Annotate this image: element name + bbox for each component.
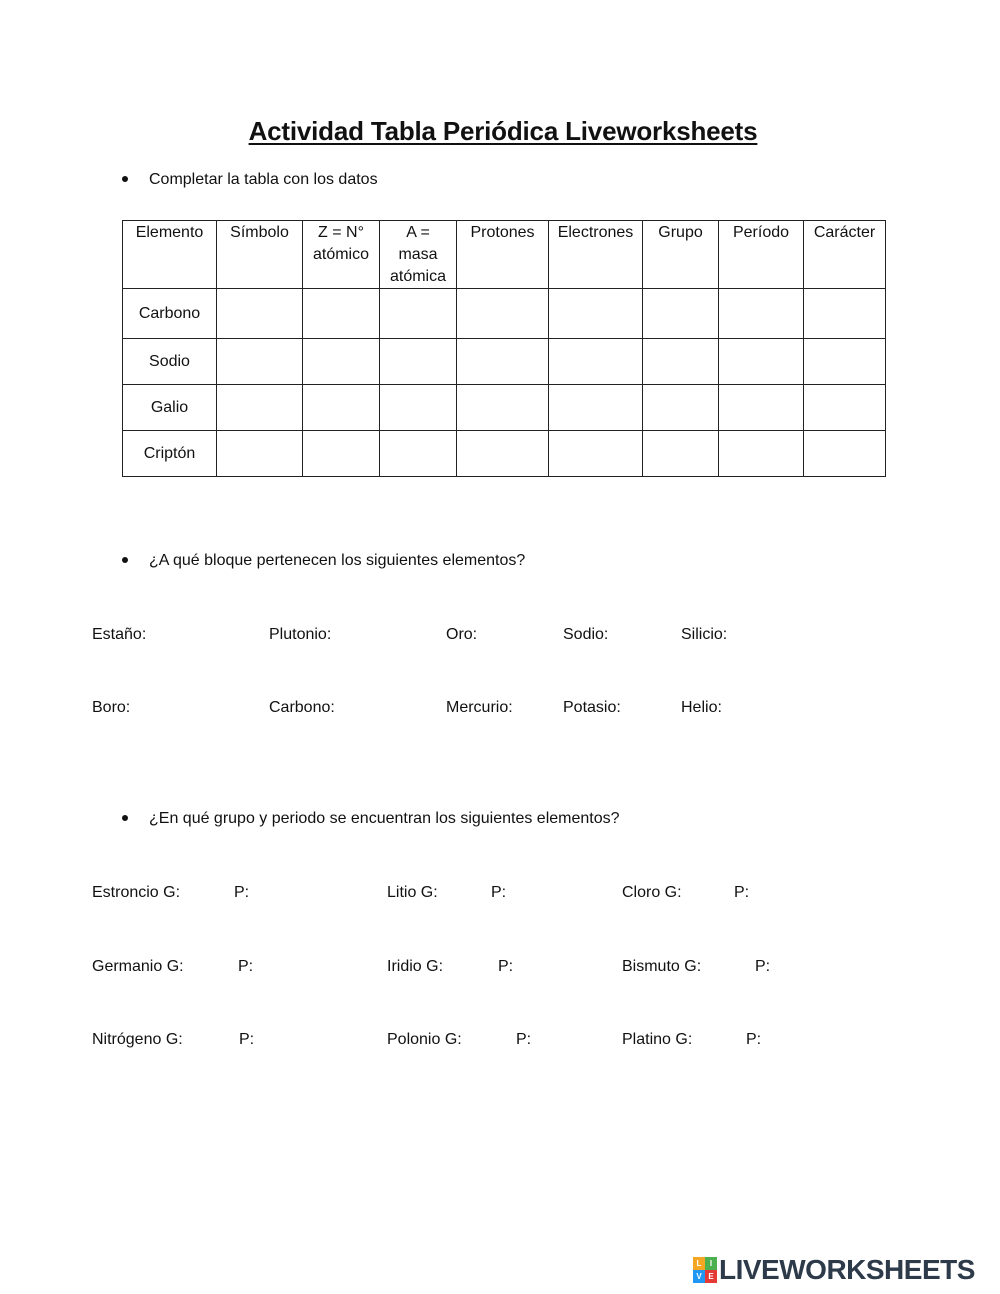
periodic-data-table (122, 220, 886, 477)
answer-cell[interactable] (457, 385, 549, 431)
row-element-label: Galio (123, 385, 217, 431)
instruction-text: ¿A qué bloque pertenecen los siguientes elementos? (149, 552, 526, 569)
instruction-group-period (122, 810, 620, 828)
instruction-text: ¿En qué grupo y periodo se encuentran los siguientes elementos? (149, 810, 620, 827)
period-label-polonio[interactable]: P: (516, 1031, 532, 1048)
period-label-estroncio[interactable]: P: (234, 884, 250, 901)
period-label-platino[interactable]: P: (746, 1031, 762, 1048)
block-label-oro[interactable]: Oro: (446, 626, 478, 643)
answer-cell[interactable] (457, 431, 549, 477)
period-label-cloro[interactable]: P: (734, 884, 750, 901)
answer-cell[interactable] (549, 289, 643, 339)
answer-cell[interactable] (380, 289, 457, 339)
block-label-sodio[interactable]: Sodio: (563, 626, 609, 643)
period-label-nitrogeno[interactable]: P: (239, 1031, 255, 1048)
block-label-boro[interactable]: Boro: (92, 699, 131, 716)
answer-cell[interactable] (719, 431, 804, 477)
answer-cell[interactable] (303, 289, 380, 339)
answer-cell[interactable] (380, 431, 457, 477)
bullet-icon (122, 176, 128, 182)
period-label-bismuto[interactable]: P: (755, 958, 771, 975)
page-title: Actividad Tabla Periódica Liveworksheets (248, 116, 758, 146)
header-periodo: Período (719, 221, 804, 289)
period-label-germanio[interactable]: P: (238, 958, 254, 975)
bullet-icon (122, 557, 128, 563)
group-label-nitrogeno[interactable]: Nitrógeno G: (92, 1031, 183, 1048)
answer-cell[interactable] (217, 339, 303, 385)
instruction-blocks (122, 552, 525, 570)
row-element-label: Criptón (123, 431, 217, 477)
answer-cell[interactable] (804, 339, 886, 385)
answer-cell[interactable] (804, 431, 886, 477)
header-simbolo: Símbolo (217, 221, 303, 289)
answer-cell[interactable] (549, 385, 643, 431)
group-label-litio[interactable]: Litio G: (387, 884, 438, 901)
header-grupo: Grupo (643, 221, 719, 289)
logo-letter: V (693, 1270, 705, 1283)
logo-letter: I (705, 1257, 717, 1270)
answer-cell[interactable] (643, 431, 719, 477)
table-row (123, 385, 886, 431)
block-label-mercurio[interactable]: Mercurio: (446, 699, 513, 716)
block-label-plutonio[interactable]: Plutonio: (269, 626, 332, 643)
table-row (123, 339, 886, 385)
group-label-cloro[interactable]: Cloro G: (622, 884, 682, 901)
instruction-text: Completar la tabla con los datos (149, 171, 378, 188)
block-label-potasio[interactable]: Potasio: (563, 699, 621, 716)
answer-cell[interactable] (380, 385, 457, 431)
answer-cell[interactable] (719, 385, 804, 431)
answer-cell[interactable] (804, 385, 886, 431)
liveworksheets-logo[interactable] (693, 1256, 975, 1284)
logo-letter: E (705, 1270, 717, 1283)
row-element-label: Sodio (123, 339, 217, 385)
answer-cell[interactable] (549, 431, 643, 477)
header-caracter: Carácter (804, 221, 886, 289)
instruction-complete-table (122, 171, 378, 189)
table-row (123, 431, 886, 477)
table-row (123, 289, 886, 339)
answer-cell[interactable] (303, 431, 380, 477)
block-label-carbono[interactable]: Carbono: (269, 699, 335, 716)
answer-cell[interactable] (719, 339, 804, 385)
header-protones: Protones (457, 221, 549, 289)
header-electrones: Electrones (549, 221, 643, 289)
answer-cell[interactable] (804, 289, 886, 339)
header-masa-atomica: A = masa atómica (380, 221, 457, 289)
logo-text: LIVEWORKSHEETS (719, 1254, 975, 1285)
block-label-estano[interactable]: Estaño: (92, 626, 147, 643)
answer-cell[interactable] (643, 289, 719, 339)
group-label-germanio[interactable]: Germanio G: (92, 958, 184, 975)
period-label-iridio[interactable]: P: (498, 958, 514, 975)
block-label-silicio[interactable]: Silicio: (681, 626, 728, 643)
group-label-platino[interactable]: Platino G: (622, 1031, 693, 1048)
answer-cell[interactable] (457, 289, 549, 339)
liveworksheets-logo-icon (693, 1257, 717, 1283)
block-label-helio[interactable]: Helio: (681, 699, 722, 716)
answer-cell[interactable] (303, 339, 380, 385)
answer-cell[interactable] (217, 289, 303, 339)
group-label-polonio[interactable]: Polonio G: (387, 1031, 462, 1048)
period-label-litio[interactable]: P: (491, 884, 507, 901)
table-header-row (123, 221, 886, 289)
logo-letter: L (693, 1257, 705, 1270)
row-element-label: Carbono (123, 289, 217, 339)
group-label-bismuto[interactable]: Bismuto G: (622, 958, 702, 975)
header-elemento: Elemento (123, 221, 217, 289)
answer-cell[interactable] (457, 339, 549, 385)
answer-cell[interactable] (380, 339, 457, 385)
answer-cell[interactable] (643, 385, 719, 431)
answer-cell[interactable] (217, 385, 303, 431)
group-label-iridio[interactable]: Iridio G: (387, 958, 444, 975)
answer-cell[interactable] (549, 339, 643, 385)
answer-cell[interactable] (303, 385, 380, 431)
answer-cell[interactable] (719, 289, 804, 339)
answer-cell[interactable] (217, 431, 303, 477)
header-numero-atomico: Z = N° atómico (303, 221, 380, 289)
bullet-icon (122, 815, 128, 821)
answer-cell[interactable] (643, 339, 719, 385)
group-label-estroncio[interactable]: Estroncio G: (92, 884, 181, 901)
